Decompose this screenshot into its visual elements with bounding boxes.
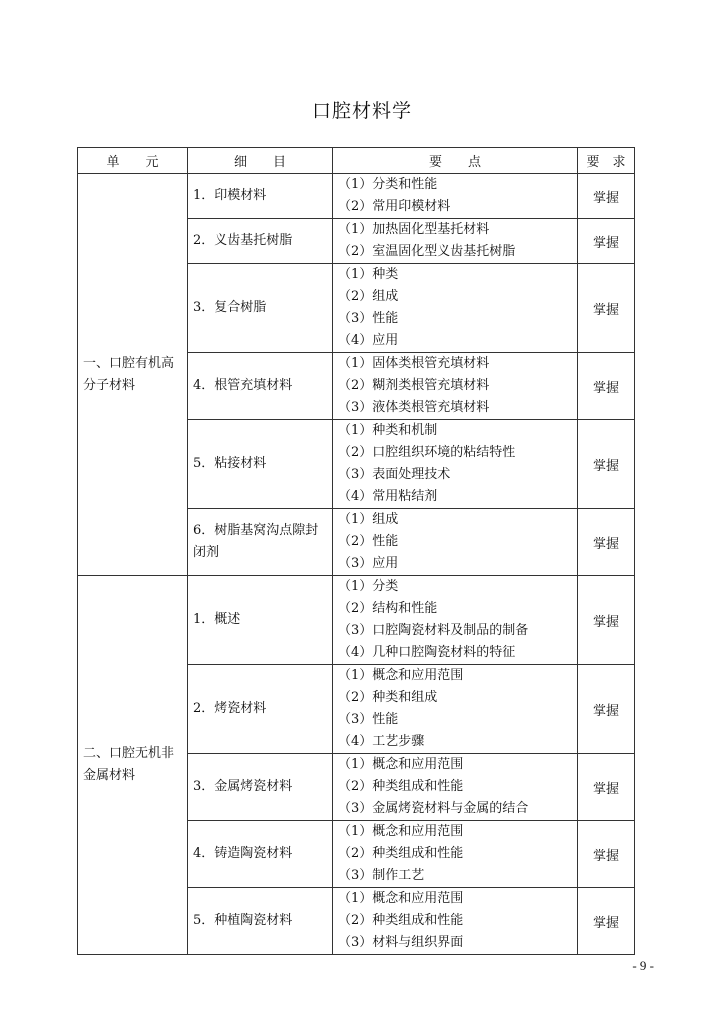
unit-cell [78,174,188,576]
point-item: （4）几种口腔陶瓷材料的特征 [338,645,516,660]
point-item: （3）性能 [338,712,399,727]
points-cell [333,264,578,353]
header-points: 要 点 [333,148,578,174]
requirement-cell: 掌握 [578,888,635,955]
point-item: （2）种类组成和性能 [338,846,464,861]
point-item: （3）液体类根管充填材料 [338,400,490,415]
item-cell: 2．义齿基托树脂 [188,219,333,264]
points-cell [333,509,578,576]
requirement-cell: 掌握 [578,576,635,665]
point-item: （3）性能 [338,311,399,326]
point-item: （1）加热固化型基托材料 [338,222,490,237]
points-cell [333,576,578,665]
item-cell: 6．树脂基窝沟点隙封闭剂 [188,509,333,576]
point-item: （2）组成 [338,289,399,304]
point-item: （2）口腔组织环境的粘结特性 [338,445,516,460]
requirement-cell: 掌握 [578,509,635,576]
requirement-cell: 掌握 [578,174,635,219]
point-item: （2）结构和性能 [338,601,438,616]
point-item: （2）种类组成和性能 [338,913,464,928]
requirement-cell: 掌握 [578,754,635,821]
item-cell: 1．印模材料 [188,174,333,219]
page-title: 口腔材料学 [311,100,412,122]
item-cell: 5．粘接材料 [188,420,333,509]
point-item: （2）糊剂类根管充填材料 [338,378,490,393]
item-cell: 1．概述 [188,576,333,665]
table-row [78,174,635,219]
item-cell: 4．根管充填材料 [188,353,333,420]
point-item: （3）应用 [338,556,399,571]
header-item: 细 目 [188,148,333,174]
points-cell [333,888,578,955]
points-cell [333,665,578,754]
point-item: （3）材料与组织界面 [338,935,464,950]
point-item: （4）工艺步骤 [338,734,425,749]
point-item: （1）种类 [338,267,399,282]
point-item: （2）性能 [338,534,399,549]
header-unit: 单 元 [78,148,188,174]
table-header-row [78,148,635,174]
points-cell [333,821,578,888]
point-item: （3）金属烤瓷材料与金属的结合 [338,801,529,816]
point-item: （2）常用印模材料 [338,199,451,214]
item-cell: 2．烤瓷材料 [188,665,333,754]
point-item: （1）分类和性能 [338,177,438,192]
requirement-cell: 掌握 [578,219,635,264]
item-cell: 4．铸造陶瓷材料 [188,821,333,888]
point-item: （2）室温固化型义齿基托树脂 [338,244,516,259]
point-item: （2）种类组成和性能 [338,779,464,794]
point-item: （1）概念和应用范围 [338,668,464,683]
requirement-cell: 掌握 [578,264,635,353]
point-item: （4）应用 [338,333,399,348]
point-item: （1）组成 [338,512,399,527]
requirement-cell: 掌握 [578,821,635,888]
point-item: （1）种类和机制 [338,423,438,438]
table-row [78,576,635,665]
point-item: （1）概念和应用范围 [338,757,464,772]
requirement-cell: 掌握 [578,665,635,754]
syllabus-table [77,147,635,955]
point-item: （2）种类和组成 [338,690,438,705]
points-cell [333,420,578,509]
points-cell [333,219,578,264]
point-item: （1）概念和应用范围 [338,891,464,906]
points-cell [333,754,578,821]
point-item: （1）分类 [338,579,399,594]
point-item: （3）表面处理技术 [338,467,451,482]
points-cell [333,353,578,420]
page-number: - 9 - [632,958,654,973]
requirement-cell: 掌握 [578,353,635,420]
point-item: （4）常用粘结剂 [338,489,438,504]
unit-label: 一、口腔有机高分子材料 [83,355,175,393]
points-cell [333,174,578,219]
item-cell: 5．种植陶瓷材料 [188,888,333,955]
point-item: （3）口腔陶瓷材料及制品的制备 [338,623,529,638]
point-item: （3）制作工艺 [338,868,425,883]
unit-cell [78,576,188,955]
unit-label: 二、口腔无机非金属材料 [83,746,175,783]
table-body [78,174,635,955]
item-cell: 3．复合树脂 [188,264,333,353]
requirement-cell: 掌握 [578,420,635,509]
point-item: （1）概念和应用范围 [338,824,464,839]
header-requirement: 要 求 [578,148,635,174]
item-cell: 3．金属烤瓷材料 [188,754,333,821]
point-item: （1）固体类根管充填材料 [338,356,490,371]
